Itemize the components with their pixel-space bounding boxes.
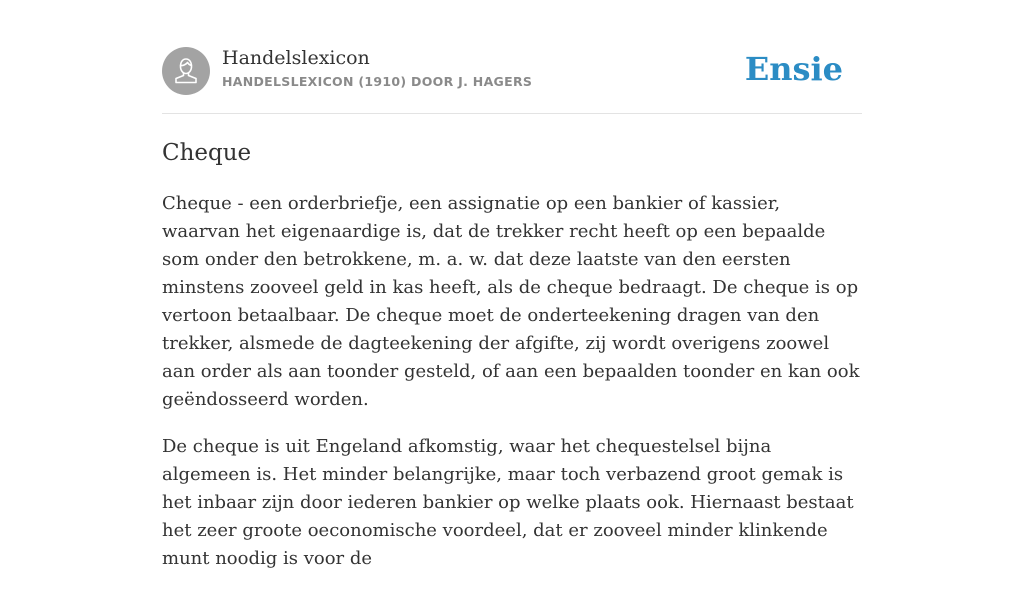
source-header — [162, 46, 862, 96]
user-avatar-icon[interactable] — [162, 47, 210, 95]
source-name[interactable]: Handelslexicon — [222, 47, 370, 69]
header-divider — [162, 113, 862, 114]
article-paragraph: De cheque is uit Engeland afkomstig, waar het chequestelsel bijna algemeen is. Het minder belangrijke, maar toch verbazend groot gemak is het inbaar zijn door iederen bankier op welke plaats ook. Hiernaast bestaat het zeer groote oeconomische voordeel, dat er zooveel minder klinkende munt noodig is voor de — [162, 436, 854, 569]
article-body — [162, 190, 862, 592]
person-outline-icon — [162, 47, 210, 95]
article-title: Cheque — [162, 140, 252, 166]
ensie-logo-link[interactable]: Ensie — [744, 50, 843, 88]
article-paragraph: Cheque - een orderbriefje, een assignatie op een bankier of kassier, waarvan het eigenaardige is, dat de trekker recht heeft op een bepaalde som onder den betrokkene, m. a. w. dat deze laatste van den eersten minstens zooveel geld in kas heeft, als de cheque bedraagt. De cheque is op vertoon betaalbaar. De cheque moet de onderteekening dragen van den trekker, alsmede de dagteekening der afgifte, zij wordt overigens zoowel aan order als aan toonder gesteld, of aan een bepaalden toonder en kan ook geëndosseerd worden. — [162, 193, 860, 410]
source-subtitle[interactable]: HANDELSLEXICON (1910) DOOR J. HAGERS — [222, 74, 533, 89]
